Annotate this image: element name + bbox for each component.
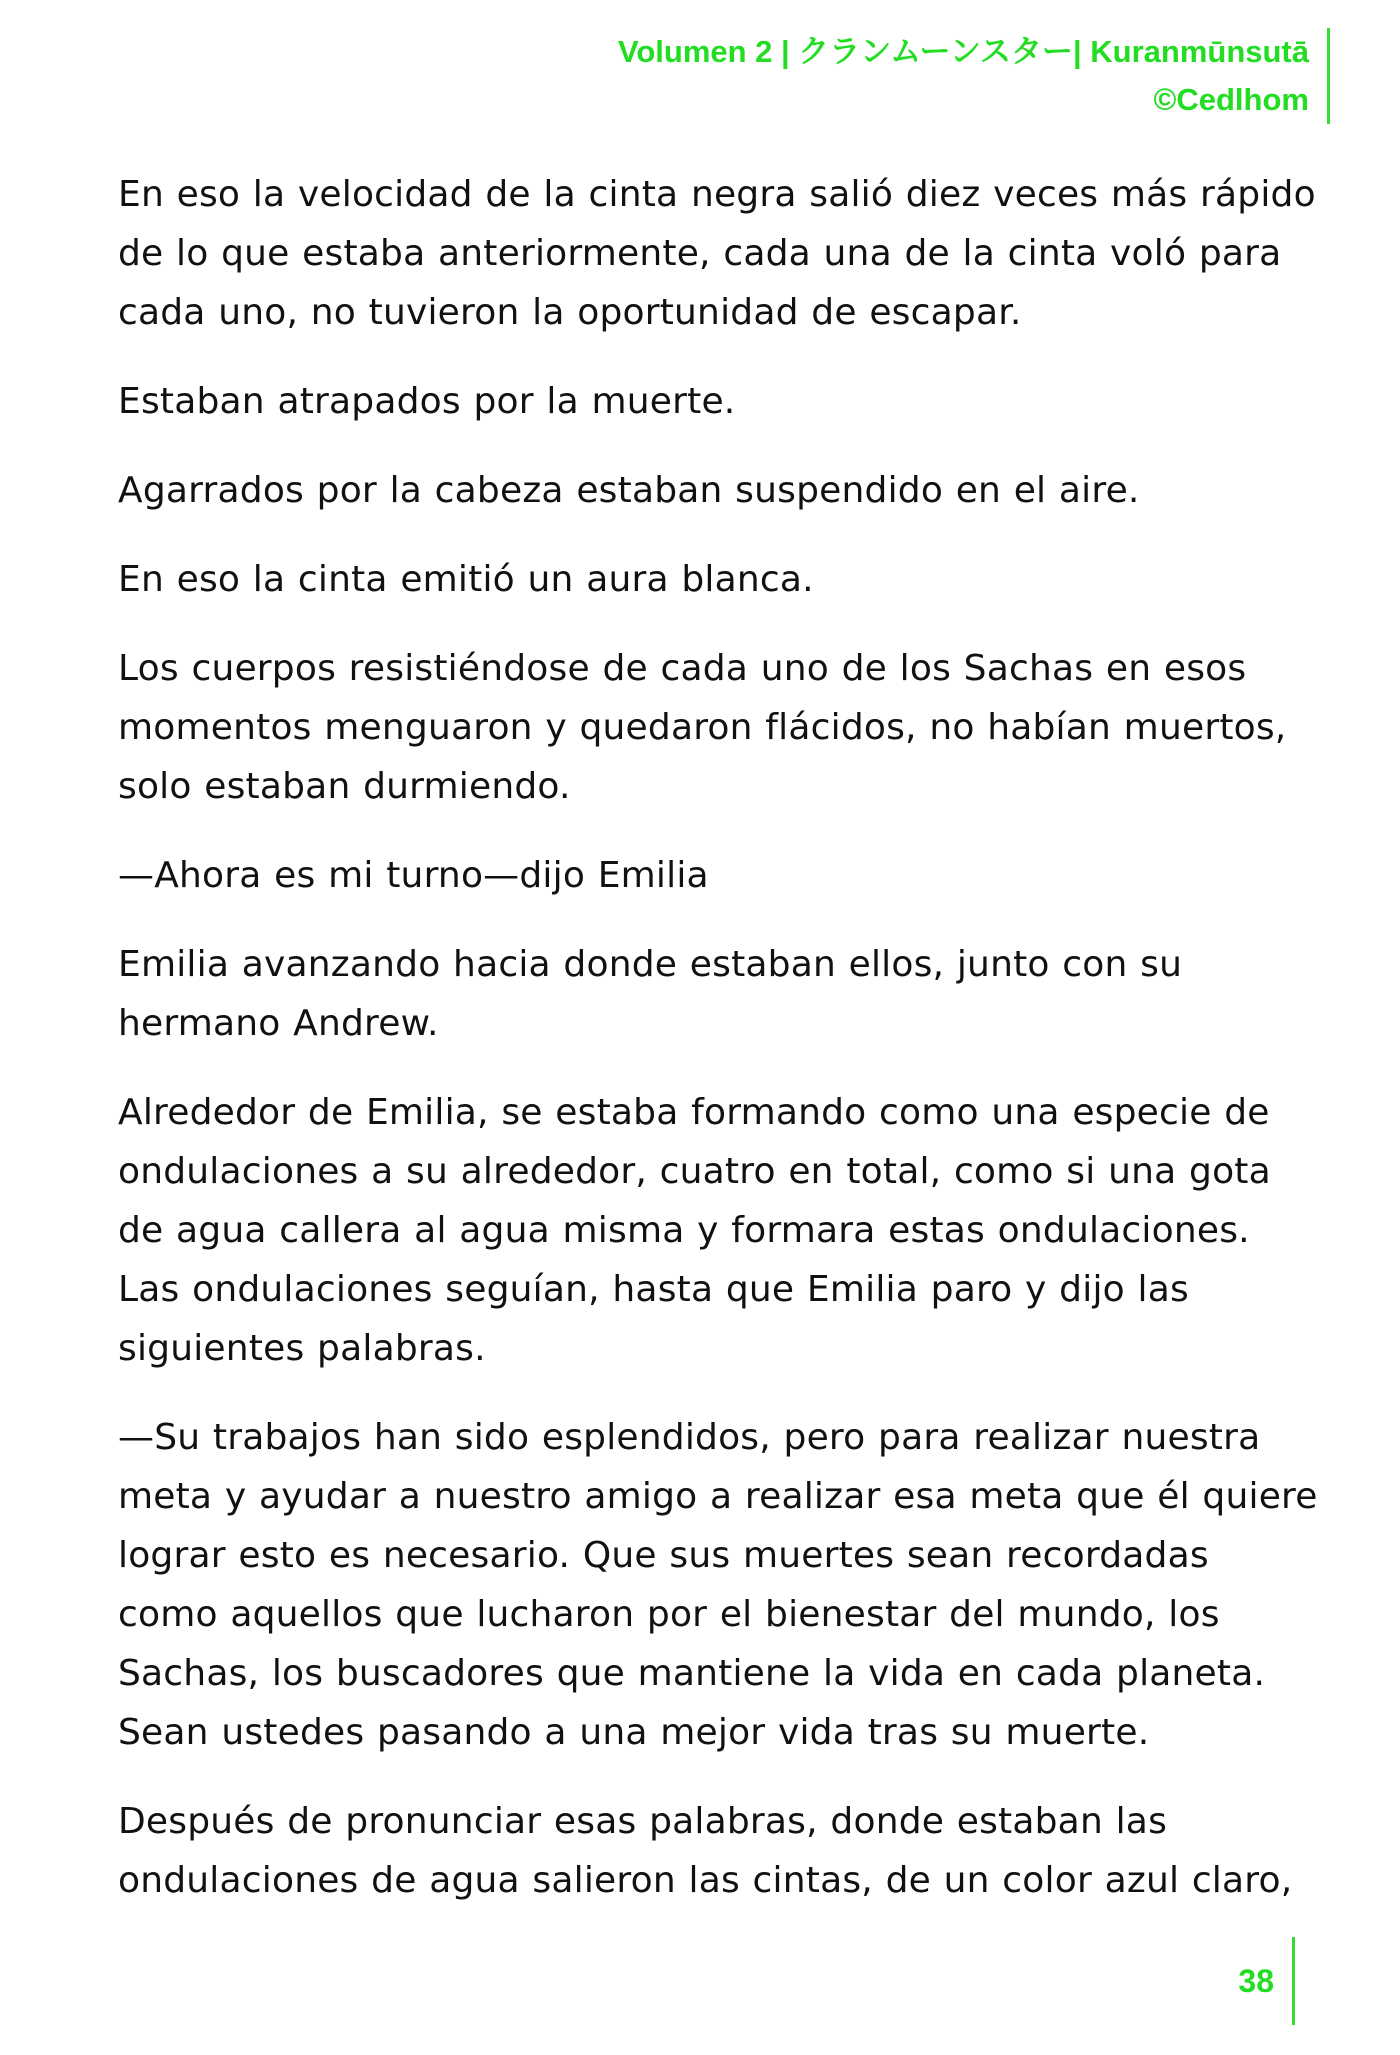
paragraph: Emilia avanzando hacia donde estaban ellos, junto con su hermano Andrew. <box>118 944 1183 1044</box>
header-copyright: ©Cedlhom <box>1153 82 1309 117</box>
paragraph: Agarrados por la cabeza estaban suspendido en el aire. <box>118 470 1140 511</box>
header-title: Volumen 2 | クランムーンスター| Kuranmūnsutā <box>617 34 1309 69</box>
page-header <box>618 28 1330 124</box>
paragraph: Estaban atrapados por la muerte. <box>118 381 736 422</box>
paragraph: En eso la cinta emitió un aura blanca. <box>118 559 814 600</box>
page-number: 38 <box>1238 1962 1274 1999</box>
paragraph: En eso la velocidad de la cinta negra salió diez veces más rápido de lo que estaba anteriormente, cada una de la cinta voló para cada uno, no tuvieron la oportunidad de escapar. <box>118 174 1316 333</box>
page-footer <box>1238 1937 1295 2025</box>
paragraph: Alrededor de Emilia, se estaba formando como una especie de ondulaciones a su alrededor, cuatro en total, como si una gota de agua callera al agua misma y formara estas ondulaciones. Las ondulaciones seguían, hasta que Emilia paro y dijo las siguientes palabras. <box>118 1092 1271 1369</box>
paragraph: —Su trabajos han sido esplendidos, pero para realizar nuestra meta y ayudar a nuestro amigo a realizar esa meta que él quiere lograr esto es necesario. Que sus muertes sean recordadas como aquellos que lucharon por el bienestar del mundo, los Sachas, los buscadores que mantiene la vida en cada planeta. Sean ustedes pasando a una mejor vida tras su muerte. <box>118 1417 1318 1753</box>
paragraph: Después de pronunciar esas palabras, donde estaban las ondulaciones de agua salieron las cintas, de un color azul claro, <box>118 1801 1293 1901</box>
paragraph: Los cuerpos resistiéndose de cada uno de los Sachas en esos momentos menguaron y quedaron flácidos, no habían muertos, solo estaban durmiendo. <box>118 648 1287 807</box>
paragraph: —Ahora es mi turno—dijo Emilia <box>118 855 709 896</box>
page-body <box>118 165 1318 1940</box>
